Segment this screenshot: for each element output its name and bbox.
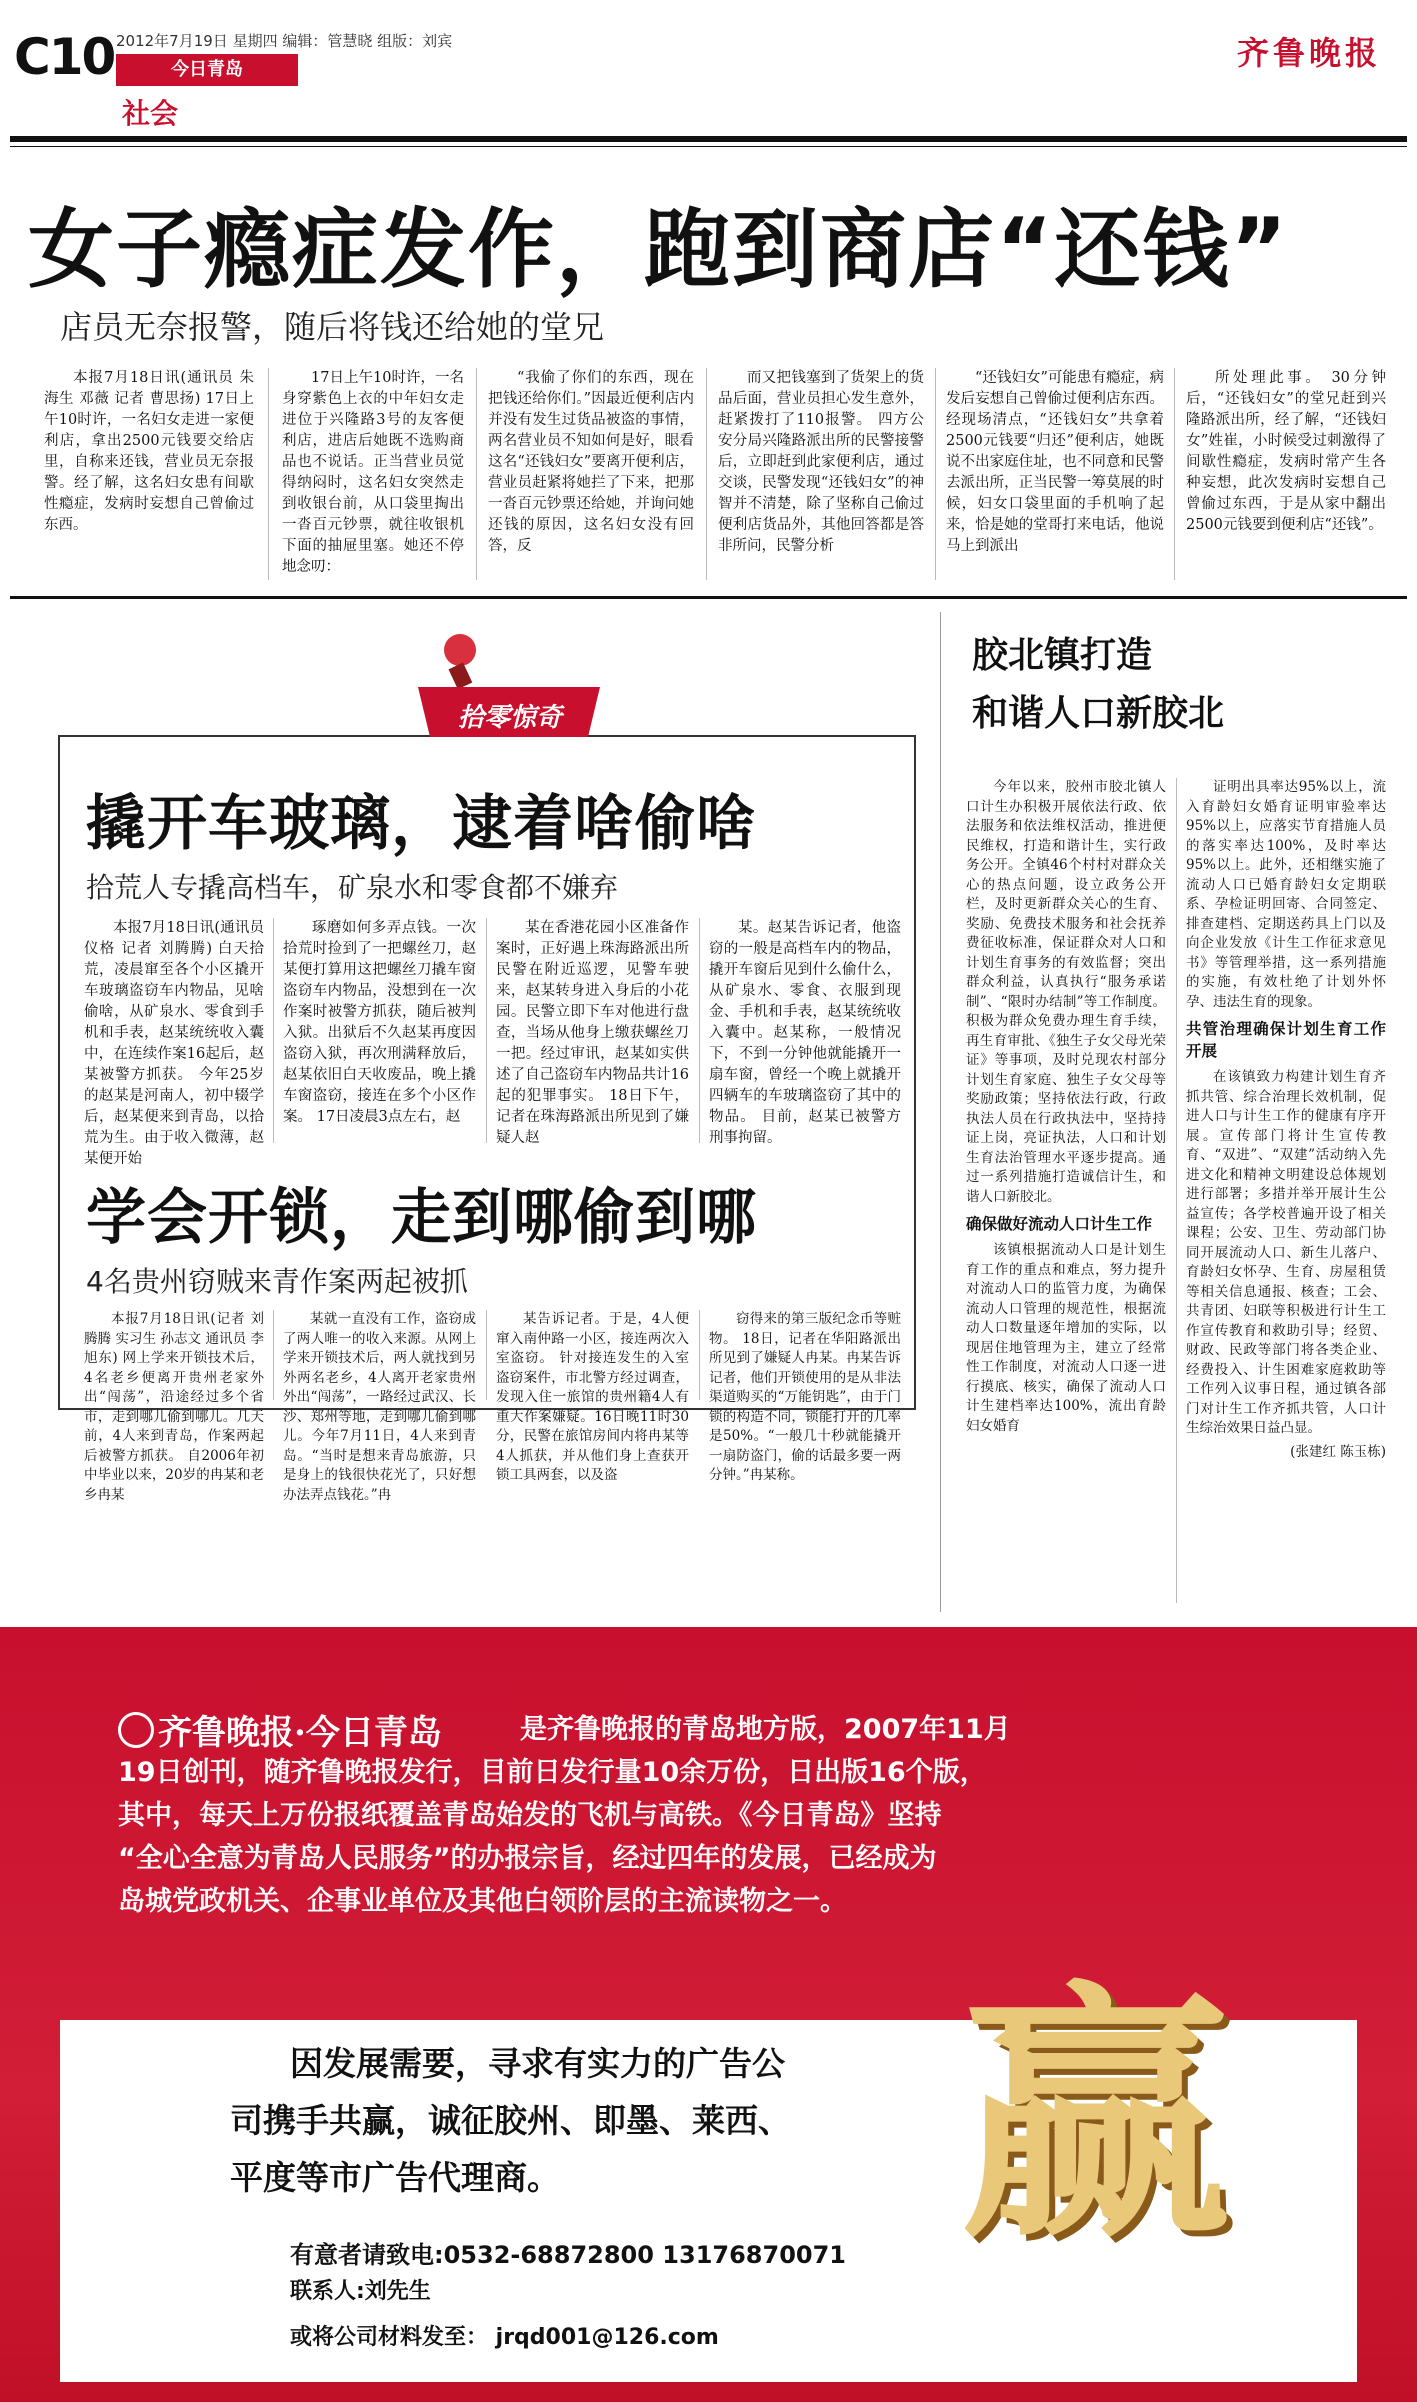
column-divider bbox=[1174, 368, 1175, 580]
article2-headline: 撬开车玻璃，逮着啥偷啥 bbox=[86, 789, 757, 859]
article1-col-4-text: 而又把钱塞到了货架上的货品后面，营业员担心发生意外，赶紧拨打了110报警。 四方公安分局兴隆路派出所的民警接警后，立即赶到此家便利店，通过交谈，民警发现“还钱妇女”的神智并不清楚，除了坚称自己偷过便利店货品外，其他回答都是答非所问，民警分析 bbox=[718, 370, 924, 554]
ad-pitch-line-2: 司携手共赢，诚征胶州、即墨、莱西、 bbox=[230, 2101, 791, 2140]
article1-col-2 bbox=[282, 368, 464, 578]
article3-col-1-text: 本报7月18日讯(记者 刘腾腾 实习生 孙志文 通讯员 李旭东) 网上学来开锁技术后，4名老乡便离开贵州老家外出“闯荡”，沿途经过多个省市，走到哪儿偷到哪儿。几天前，4人来到青岛，作案两起后被警方抓获。 自2006年初中毕业以来，20岁的冉某和老乡冉某 bbox=[84, 1311, 264, 1503]
ad-intro-line-3: 其中，每天上万份报纸覆盖青岛始发的飞机与高铁。《今日青岛》坚持 bbox=[118, 1800, 942, 1831]
ad-phone: 有意者请致电:0532-68872800 13176870071 bbox=[290, 2241, 846, 2269]
column-divider bbox=[699, 918, 700, 1143]
article3-col-4 bbox=[709, 1310, 901, 1486]
article1-col-5-text: “还钱妇女”可能患有瘾症，病发后妄想自己曾偷过便利店东西。经现场清点，“还钱妇女”共拿着2500元钱要“归还”便利店，她既说不出家庭住址，也不同意和民警去派出所，正当民警一筹莫展的时候，妇女口袋里面的手机响了起来，恰是她的堂哥打来电话，他说马上到派出 bbox=[946, 370, 1164, 554]
column-divider bbox=[486, 1310, 487, 1400]
sidebar-headline-2: 和谐人口新胶北 bbox=[972, 693, 1225, 734]
sidebar-col-2-para-1: 证明出具率达95%以上，流入育龄妇女婚育证明审验率达95%以上，应落实节育措施人员的落实率达100%，及时率达95%以上。此外，还相继实施了流动人口已婚育龄妇女定期联系、孕检证明回寄、合同签定、排查建档、定期送药具上门以及向企业发放《计生工作征求意见书》等管理举措，这一系列措施的实施，有效杜绝了计划外怀孕、违法生育的现象。 bbox=[1186, 779, 1386, 1010]
ad-intro-line-5: 岛城党政机关、企事业单位及其他白领阶层的主流读物之一。 bbox=[118, 1886, 847, 1917]
column-divider bbox=[486, 918, 487, 1143]
article1-col-6-text: 所处理此事。 30分钟后，“还钱妇女”的堂兄赶到兴隆路派出所，经了解，“还钱妇女”姓崔，小时候受过刺激得了间歇性瘾症，发病时常产生各种妄想，此次发病时妄想自己曾偷过东西，于是从家中翻出2500元钱要到便利店“还钱”。 bbox=[1186, 370, 1386, 533]
article3-col-4-text: 窃得来的第三版纪念币等赃物。 18日，记者在华阳路派出所见到了嫌疑人冉某。冉某告诉记者，他们开锁使用的是从非法渠道购买的“万能钥匙”，由于门锁的构造不同，锁能打开的几率是50%。“一般几十秒就能撬开一扇防盗门，偷的话最多要一两分钟。”冉某称。 bbox=[709, 1311, 901, 1483]
article1-col-1 bbox=[44, 368, 254, 536]
issue-meta: 2012年7月19日 星期四 编辑：管慧晓 组版：刘宾 bbox=[116, 32, 453, 50]
article1-col-3 bbox=[488, 368, 694, 557]
article1-col-3-text: “我偷了你们的东西，现在把钱还给你们。”因最近便利店内并没有发生过货品被盗的事情，两名营业员不知如何是好，眼看这名“还钱妇女”要离开便利店，营业员赶紧将她拦了下来，把那一沓百元钞票还给她，并询问她还钱的原因，这名妇女没有回答，反 bbox=[488, 370, 694, 554]
page-number: C10 bbox=[14, 28, 115, 86]
article2-col-4 bbox=[709, 918, 901, 1149]
sidebar-divider bbox=[940, 612, 941, 1612]
article3-col-1 bbox=[84, 1310, 264, 1505]
ad-contact-person: 联系人:刘先生 bbox=[290, 2279, 431, 2304]
column-divider bbox=[706, 368, 707, 580]
sidebar-col-1-para-1: 今年以来，胶州市胶北镇人口计生办积极开展依法行政、依法服务和依法维权活动，推进便民维权，打造和谐计生，实行政务公开。全镇46个村村对群众关心的热点问题，设立政务公开栏，及时更新群众关心的生育、奖励、免费技术服务和社会抚养费征收标准，保证群众对人口和计划生育事务的有效监督；突出群众利益，认真执行“服务承诺制”、“限时办结制”等工作制度。积极为群众免费办理生育手续，再生育审批、《独生子女父母光荣证》等事项，及时兑现农村部分计划生育家庭、独生子女父母等奖励政策；坚持依法行政，行政执法人员在行政执法中，坚持持证上岗，亮证执法，人口和计划生育法治管理水平逐步提高。通过一系列措施打造诚信计生，和谐人口新胶北。 bbox=[966, 779, 1166, 1205]
ad-win-graphic: 赢 bbox=[960, 1956, 1230, 2274]
sidebar-byline: (张建红 陈玉栋) bbox=[1290, 1443, 1386, 1460]
article2-col-1 bbox=[84, 918, 264, 1170]
article1-col-4 bbox=[718, 368, 924, 557]
header-rule-thin bbox=[10, 146, 1407, 147]
sidebar-col-1 bbox=[966, 778, 1166, 1436]
column-divider bbox=[476, 368, 477, 580]
column-divider bbox=[268, 368, 269, 580]
article1-col-6 bbox=[1186, 368, 1386, 536]
newspaper-logo: 齐鲁晚报 bbox=[1236, 34, 1381, 72]
article1-headline: 女子瘾症发作，跑到商店“还钱” bbox=[28, 200, 1290, 300]
article3-col-3 bbox=[496, 1310, 689, 1486]
ad-logo: 齐鲁晚报·今日青岛 bbox=[158, 1713, 442, 1753]
ad-pitch-line-3: 平度等市广告代理商。 bbox=[230, 2158, 560, 2197]
article1-subheadline: 店员无奈报警，随后将钱还给她的堂兄 bbox=[60, 308, 605, 346]
article2-col-1-text: 本报7月18日讯(通讯员 仪格 记者 刘腾腾) 白天拾荒，凌晨窜至各个小区撬开车玻璃盗窃车内物品，见啥偷啥，从矿泉水、零食到手机和手表，赵某统统收入囊中，在连续作案16起后，赵某被警方抓获。 今年25岁的赵某是河南人，初中辍学后，赵某便来到青岛，以拾荒为生。由于收入微薄，赵某便开始 bbox=[84, 920, 264, 1167]
article2-col-2-text: 琢磨如何多弄点钱。一次拾荒时捡到了一把螺丝刀，赵某便打算用这把螺丝刀撬车窗盗窃车内物品，没想到在一次作案时被警方抓获，随后被判入狱。出狱后不久赵某再度因盗窃入狱，再次刑满释放后，赵某依旧白天收废品，晚上撬车窗盗窃，接连在多个小区作案。 17日凌晨3点左右，赵 bbox=[283, 920, 476, 1125]
header-rule bbox=[10, 136, 1407, 142]
column-divider bbox=[699, 1310, 700, 1400]
article2-col-3-text: 某在香港花园小区准备作案时，正好遇上珠海路派出所民警在附近巡逻，见警车驶来，赵某转身进入身后的小花园。民警立即下车对他进行盘查，当场从他身上缴获螺丝刀一把。经过审讯，赵某如实供述了自己盗窃车内物品共计16起的犯罪事实。 18日下午，记者在珠海路派出所见到了嫌疑人赵 bbox=[496, 920, 689, 1146]
sidebar-col-1-para-2: 该镇根据流动人口是计划生育工作的重点和难点，努力提升对流动人口的监管力度，为确保流动人口管理的规范性，根据流动人口数量逐年增加的实际，以现居住地管理为主，建立了经常性工作制度，对流动人口逐一进行摸底、核实，确保了流动人口计生建档率达100%，流出育龄妇女婚育 bbox=[966, 1242, 1166, 1434]
sidebar-col-2-para-2: 在该镇致力构建计划生育齐抓共管、综合治理长效机制，促进人口与计生工作的健康有序开展。宣传部门将计生宣传教育、“双进”、“双建”活动纳入先进文化和精神文明建设总体规划进行部署；多措并举开展计生公益宣传；各学校普遍开设了相关课程；公安、卫生、劳动部门协同开展流动人口、新生儿落户、育龄妇女怀孕、生育、房屋租赁等相关信息通报、核查；工会、共青团、妇联等积极进行计生工作宣传教育和救助引导；经贸、财政、民政等部门将各类企业、经费投入、计生困难家庭救助等工作列入议事日程，通过镇各部门对计生工作齐抓共管，人口计生综治效果日益凸显。 bbox=[1186, 1069, 1386, 1436]
ad-pitch-line-1: 因发展需要，寻求有实力的广告公 bbox=[290, 2044, 785, 2083]
sidebar-headline-1: 胶北镇打造 bbox=[972, 635, 1153, 676]
article3-headline: 学会开锁，走到哪偷到哪 bbox=[86, 1183, 757, 1253]
column-divider bbox=[935, 368, 936, 580]
article2-col-2 bbox=[283, 918, 476, 1128]
sidebar-subhead-2: 共管治理确保计划生育工作开展 bbox=[1186, 1019, 1386, 1060]
article1-col-5 bbox=[946, 368, 1164, 557]
article2-subheadline: 拾荒人专撬高档车，矿泉水和零食都不嫌弃 bbox=[86, 871, 619, 904]
ad-intro-line-4: “全心全意为青岛人民服务”的办报宗旨，经过四年的发展，已经成为 bbox=[118, 1843, 937, 1874]
sidebar-col-2 bbox=[1186, 778, 1386, 1462]
feature-badge: 拾零惊奇 bbox=[457, 703, 562, 733]
ad-logo-ring-icon bbox=[118, 1712, 154, 1748]
article1-bottom-rule bbox=[10, 596, 1407, 599]
ad-intro-line-2: 19日创刊，随齐鲁晚报发行，目前日发行量10余万份，日出版16个版， bbox=[118, 1757, 987, 1788]
column-divider bbox=[1176, 778, 1177, 1603]
badge-hammer-icon bbox=[449, 663, 473, 690]
section-label: 社会 bbox=[122, 97, 179, 130]
article2-col-3 bbox=[496, 918, 689, 1149]
column-divider bbox=[273, 918, 274, 1143]
article1-col-1-text: 本报7月18日讯(通讯员 朱海生 邓薇 记者 曹思扬) 17日上午10时许，一名妇女走进一家便利店，拿出2500元钱要交给店里，自称来还钱，营业员无奈报警。经了解，这名妇女患有间歇性瘾症，发病时妄想自己曾偷过东西。 bbox=[44, 370, 254, 533]
column-divider bbox=[273, 1310, 274, 1400]
article1-col-2-text: 17日上午10时许，一名身穿紫色上衣的中年妇女走进位于兴隆路3号的友客便利店，进店后她既不选购商品也不说话。正当营业员觉得纳闷时，这名妇女突然走到收银台前，从口袋里掏出一沓百元钞票，就往收银机下面的抽屉里塞。她还不停地念叨： bbox=[282, 370, 464, 575]
article2-col-4-text: 某。赵某告诉记者，他盗窃的一般是高档车内的物品，撬开车窗后见到什么偷什么，从矿泉水、零食、衣服到现金、手机和手表，赵某统统收入囊中。赵某称，一般情况下，不到一分钟他就能撬开一扇车窗，曾经一个晚上就撬开四辆车的车玻璃盗窃了其中的物品。 目前，赵某已被警方刑事拘留。 bbox=[709, 920, 901, 1146]
edition-tab: 今日青岛 bbox=[116, 54, 298, 86]
article3-col-3-text: 某告诉记者。于是，4人便窜入南仲路一小区，接连两次入室盗窃。 针对接连发生的入室盗窃案件，市北警方经过调查，发现入住一旅馆的贵州籍4人有重大作案嫌疑。16日晚11时30分，民警在旅馆房间内将冉某等4人抓获，并从他们身上查获开锁工具两套，以及盗 bbox=[496, 1311, 689, 1483]
article3-col-2 bbox=[283, 1310, 476, 1505]
sidebar-subhead-1: 确保做好流动人口计生工作 bbox=[966, 1214, 1153, 1233]
ad-email: 或将公司材料发至： jrqd001@126.com bbox=[290, 2325, 719, 2350]
badge-spark-icon bbox=[444, 634, 476, 666]
ad-intro-line-1: 是齐鲁晚报的青岛地方版，2007年11月 bbox=[520, 1714, 1011, 1745]
article3-subheadline: 4名贵州窃贼来青作案两起被抓 bbox=[86, 1265, 468, 1298]
article3-col-2-text: 某就一直没有工作，盗窃成了两人唯一的收入来源。从网上学来开锁技术后，两人就找到另外两名老乡，4人离开老家贵州外出“闯荡”，一路经过武汉、长沙、郑州等地，走到哪儿偷到哪儿。今年7月11日，4人来到青岛。“当时是想来青岛旅游，只是身上的钱很快花光了，只好想办法弄点钱花。”冉 bbox=[283, 1311, 476, 1503]
